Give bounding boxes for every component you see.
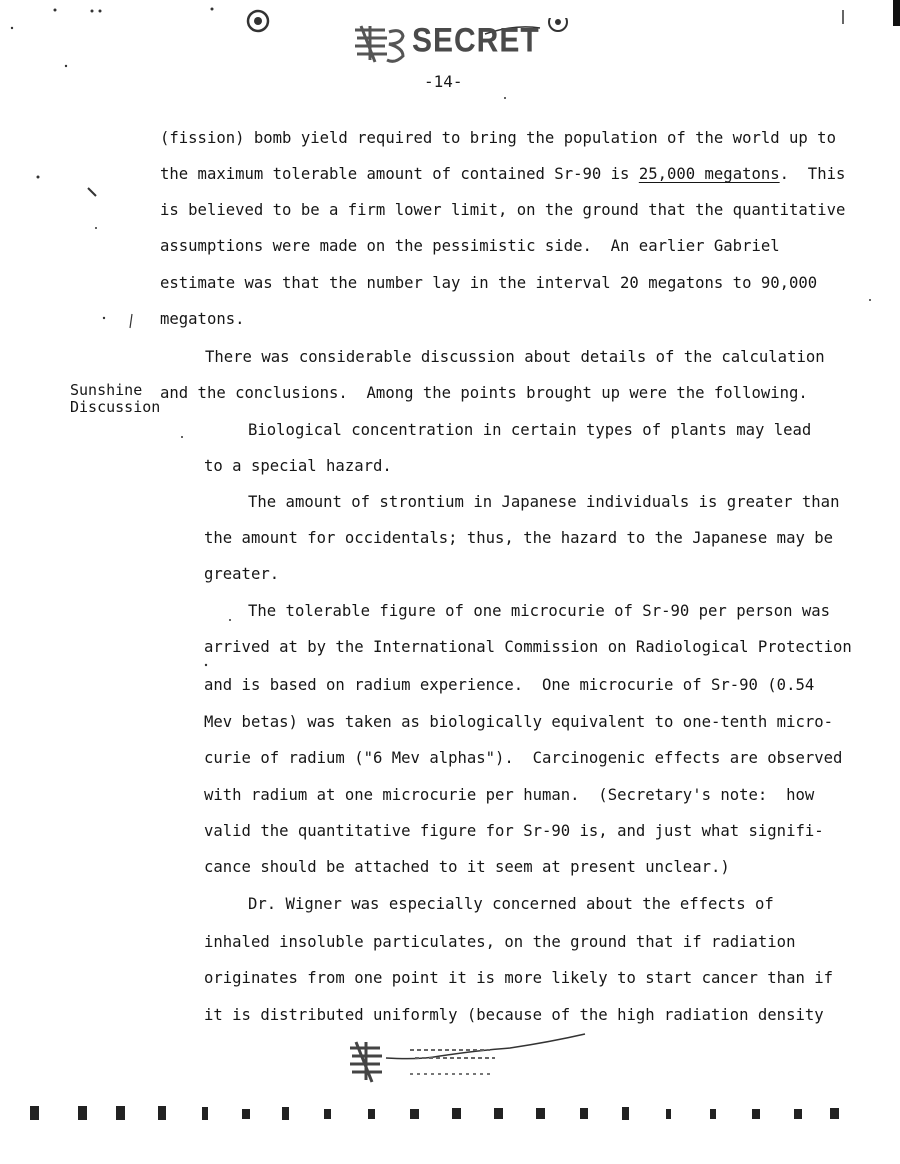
margin-note-sunshine: Sunshine <box>70 381 143 399</box>
text-line: to a special hazard. <box>204 457 392 475</box>
text-line: originates from one point it is more likely to start cancer than if <box>204 969 834 987</box>
classification-label: SECRET <box>412 21 540 60</box>
page-number: -14- <box>424 72 463 91</box>
text-line: Mev betas) was taken as biologically equivalent to one-tenth micro- <box>204 713 834 731</box>
text-line: valid the quantitative figure for Sr-90 is, and just what signifi- <box>204 822 824 840</box>
text-line: the amount for occidentals; thus, the hazard to the Japanese may be <box>204 529 834 547</box>
text-line: with radium at one microcurie per human. (Secretary's note: how <box>204 786 815 804</box>
text-line: is believed to be a firm lower limit, on the ground that the quantitative <box>160 201 846 219</box>
highlighted-figure: 25,000 megatons <box>638 165 780 183</box>
text-line: The amount of strontium in Japanese individuals is greater than <box>248 493 840 511</box>
margin-note-discussion: Discussion <box>70 398 161 416</box>
text-line: and the conclusions. Among the points brought up were the following. <box>160 384 808 402</box>
text-line: (fission) bomb yield required to bring the population of the world up to <box>160 129 836 147</box>
text-line: assumptions were made on the pessimistic side. An earlier Gabriel <box>160 237 780 255</box>
text-line: Dr. Wigner was especially concerned about the effects of <box>248 895 774 913</box>
text-line: arrived at by the International Commission on Radiological Protection <box>204 638 852 656</box>
text-line: it is distributed uniformly (because of the high radiation density <box>204 1006 824 1024</box>
text-line: Biological concentration in certain types of plants may lead <box>248 421 812 439</box>
text-line: estimate was that the number lay in the interval 20 megatons to 90,000 <box>160 274 818 292</box>
text-line: the maximum tolerable amount of contained Sr-90 is 25,000 megatons. This <box>160 165 846 183</box>
text-line: There was considerable discussion about details of the calculation <box>205 348 825 366</box>
text-line: megatons. <box>160 310 245 328</box>
text-line: greater. <box>204 565 280 583</box>
text-line: inhaled insoluble particulates, on the ground that if radiation <box>204 933 796 951</box>
text-line: and is based on radium experience. One microcurie of Sr-90 (0.54 <box>204 676 815 694</box>
text-line: curie of radium ("6 Mev alphas"). Carcinogenic effects are observed <box>204 749 843 767</box>
text-line: cance should be attached to it seem at present unclear.) <box>204 858 730 876</box>
text-line: The tolerable figure of one microcurie of Sr-90 per person was <box>248 602 831 620</box>
